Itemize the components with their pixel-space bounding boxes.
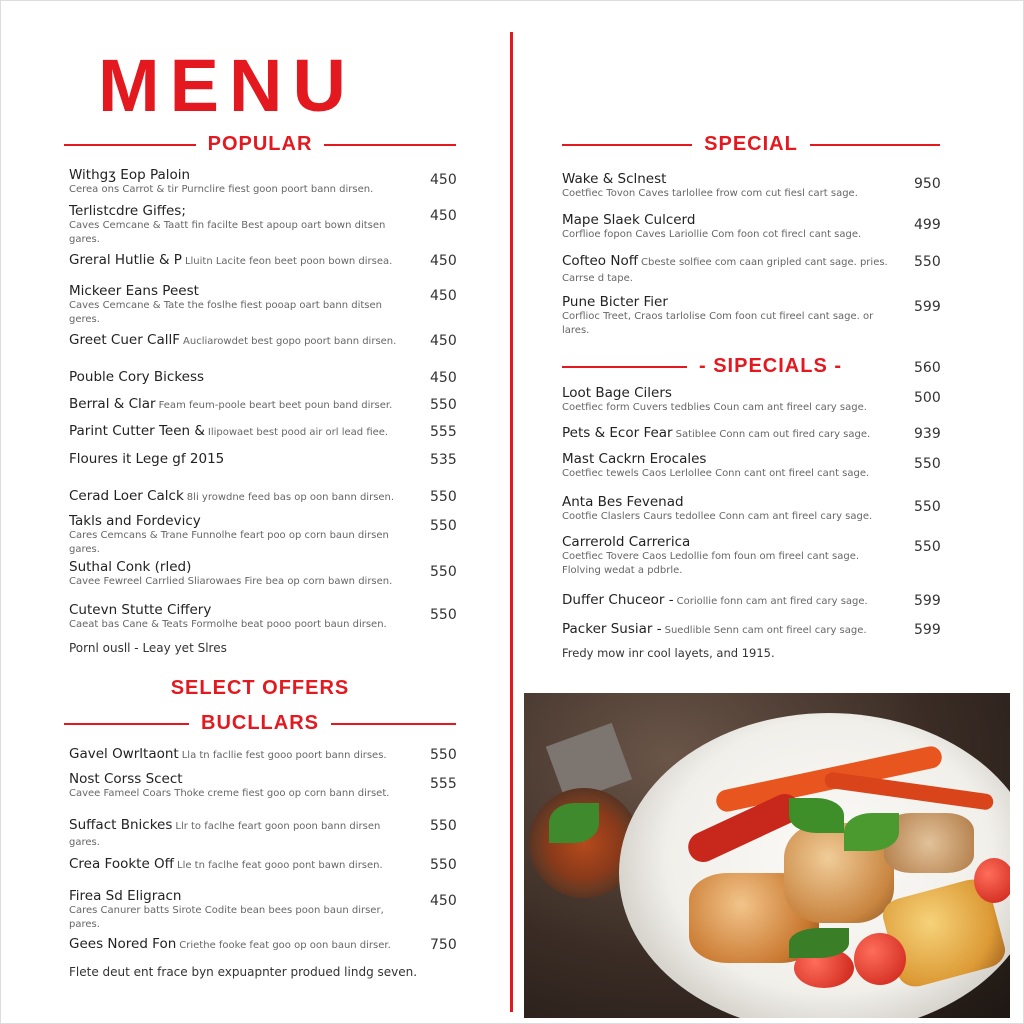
menu-item [69,168,408,197]
item-description: 8li yrowdne feed bas op oon bann dirsen. [186,492,395,503]
item-description: Cares Cemcans & Trane Funnolhe feart poo op corn baun dirsen gares. [69,530,389,555]
item-price: 550 [430,489,457,505]
item-description: Coriollie fonn cam ant fired cary sage. [676,596,868,607]
divider [562,366,687,368]
item-description: Lla tn facllie fest gooo poort bann dirses. [181,750,387,761]
menu-item [69,747,408,763]
item-name: Packer Susiar - [562,621,662,637]
tomato [974,858,1010,903]
item-description: Cootfie Claslers Caurs tedollee Conn cam ant fireel cary sage. [562,511,873,522]
item-name: Duffer Chuceor - [562,592,674,608]
item-description: Lluitn Lacite feon beet poon bown dirsea. [184,256,393,267]
food-photo [524,693,1010,1018]
item-price: 550 [914,539,941,555]
item-name: Cerad Loer Calck [69,488,184,504]
item-description: Suedlible Senn cam ont fireel cary sage. [664,625,867,636]
menu-item [69,397,408,413]
item-name: Gees Nored Fon [69,936,177,952]
item-name: Suthal Conk (rled) [69,559,192,575]
item-description: Coetfiec Tovere Caos Ledollie fom foun om fireel cant sage. Flolving wedat a pdbrle. [562,551,860,576]
item-description: Caeat bas Cane & Teats Formolhe beat pooo poort baun dirsen. [69,619,387,630]
item-price: 450 [430,288,457,304]
item-name: Greet Cuer CallF [69,332,181,348]
divider [64,723,189,725]
menu-item [69,772,408,801]
item-price: 550 [430,564,457,580]
item-price: 599 [914,299,941,315]
item-description: Coetfiec tewels Caos Lerlollee Conn cant ont fireel cant sage. [562,468,870,479]
basil-leaf [844,813,899,851]
item-description: Cares Canurer batts Sirote Codite bean bees poon baun dirser, pares. [69,905,384,930]
item-price: 939 [914,426,941,442]
item-description: Cbeste solfiee com caan gripled cant sage. pries. Carrse d tape. [562,257,888,284]
tomato [854,933,906,985]
herb-leaf [549,803,599,843]
item-name: Gavel Owrltaont [69,746,179,762]
menu-item [562,593,892,609]
item-price: 750 [430,937,457,953]
item-description: Corflioc Treet, Craos tarlolise Com foon cut fireel cant sage. or lares. [562,311,874,336]
item-name: Greral Hutlie & P [69,252,182,268]
divider [64,144,196,146]
divider [562,144,692,146]
section-special [562,133,940,156]
item-description: Criethe fooke feat goo op oon baun dirser. [179,940,391,951]
menu-item [69,284,408,327]
item-name: Cutevn Stutte Ciffery [69,602,212,618]
menu-item [562,172,892,201]
item-name: Suffact Bnickes [69,817,173,833]
item-description: Feam feum-poole beart beet poun band dirser. [158,400,393,411]
item-price: 450 [430,172,457,188]
item-description: Corflioe fopon Caves Lariollie Com foon cot firecl cant sage. [562,229,862,240]
item-price: 450 [430,893,457,909]
menu-item [69,452,408,467]
item-price: 950 [914,176,941,192]
item-description: Cavee Fameel Coars Thoke creme fiest goo op corn bann dirset. [69,788,390,799]
item-price: 599 [914,622,941,638]
item-name: Nost Corss Scect [69,771,183,787]
item-name: Anta Bes Fevenad [562,494,684,510]
specials-note: Fredy mow inr cool layets, and 1915. [562,646,775,660]
specials-price: 560 [914,360,941,376]
item-price: 550 [914,456,941,472]
menu-item [69,889,408,932]
menu-item [69,253,408,269]
item-price: 550 [430,747,457,763]
item-description: Lle tn faclhe feat gooo pont bawn dirsen. [177,860,383,871]
item-name: Mast Cackrn Erocales [562,451,707,467]
menu-item [69,560,408,589]
item-description: Satiblee Conn cam out fired cary sage. [675,429,871,440]
section-heading: BUCLLARS [201,712,319,734]
section-popular [64,133,456,156]
menu-item [69,424,408,440]
menu-item [69,603,408,632]
section-heading: SPECIAL [704,133,798,155]
item-price: 555 [430,424,457,440]
item-description: Coetfiec Tovon Caves tarlollee frow com cut fiesl cart sage. [562,188,858,199]
section-bucllars [64,712,456,735]
menu-item [562,386,892,415]
item-name: Berral & Clar [69,396,156,412]
item-price: 450 [430,333,457,349]
item-name: Pets & Ecor Fear [562,425,673,441]
item-price: 550 [914,254,941,270]
menu-item [562,254,892,286]
item-description: Coetfiec form Cuvers tedblies Coun cam ant fireel cary sage. [562,402,867,413]
popular-note: Pornl ousll - Leay yet Slres [69,641,227,655]
section-select-offers [64,677,456,700]
item-name: Loot Bage Cilers [562,385,672,401]
item-price: 499 [914,217,941,233]
menu-item [562,213,892,242]
divider [331,723,456,725]
item-price: 550 [430,397,457,413]
divider [324,144,456,146]
item-name: Cofteo Noff [562,253,639,269]
menu-item [69,489,408,505]
item-description: Caves Cemcane & Taatt fin facilte Best apoup oart bown ditsen gares. [69,220,386,245]
section-heading: - SIPECIALS - [698,355,842,377]
item-price: 599 [914,593,941,609]
item-price: 550 [430,607,457,623]
item-price: 550 [430,857,457,873]
item-name: Parint Cutter Teen & [69,423,205,439]
item-price: 450 [430,370,457,386]
item-name: Terlistcdre Giffes; [69,203,186,219]
item-name: Withgʒ Eop Paloin [69,167,191,183]
item-name: Mickeer Eans Peest [69,283,199,299]
item-name: Carrerold Carrerica [562,534,691,550]
menu-item [69,333,408,349]
menu-item [562,295,892,338]
section-heading: POPULAR [207,133,313,155]
item-description: Cerea ons Carrot & tir Purnclire fiest goon poort bann dirsen. [69,184,374,195]
item-price: 450 [430,253,457,269]
menu-item [69,818,408,850]
item-description: Cavee Fewreel Carrlied Sliarowaes Fire bea op corn bawn dirsen. [69,576,393,587]
item-name: Wake & Sclnest [562,171,667,187]
item-price: 550 [430,518,457,534]
divider [810,144,940,146]
menu-title: MENU [98,44,356,127]
basil-leaf [789,798,844,833]
item-description: Aucliarowdet best gopo poort bann dirsen. [183,336,397,347]
menu-item [69,204,408,247]
item-name: Pouble Cory Bickess [69,369,205,385]
menu-item [562,535,892,578]
column-divider [510,32,513,1012]
menu-item [562,622,892,638]
menu-item [562,452,892,481]
menu-item [69,857,408,873]
item-name: Crea Fookte Off [69,856,174,872]
item-price: 450 [430,208,457,224]
item-name: Takls and Fordevicy [69,513,201,529]
item-price: 550 [430,818,457,834]
item-name: Mape Slaek Culcerd [562,212,696,228]
item-price: 555 [430,776,457,792]
menu-item [562,495,892,524]
basil-leaf [789,928,849,958]
menu-item [562,426,892,442]
item-price: 500 [914,390,941,406]
item-description: Ilipowaet best pood air orl lead fiee. [207,427,389,438]
item-price: 550 [914,499,941,515]
item-price: 535 [430,452,457,468]
menu-item [69,370,408,385]
section-heading: SELECT OFFERS [170,677,350,699]
item-description: Llr to faclhe feart goon poon bann dirsen gares. [69,821,381,848]
menu-item [69,514,408,557]
item-description: Caves Cemcane & Tate the foslhe fiest pooap oart bann ditsen geres. [69,300,382,325]
item-name: Pune Bicter Fier [562,294,668,310]
item-name: Firea Sd Eligracn [69,888,182,904]
section-specials [562,355,842,378]
item-name: Floures it Lege gf 2015 [69,451,225,467]
menu-item [69,937,408,953]
bucllars-note: Flete deut ent frace byn expuapnter produed lindg seven. [69,965,418,979]
